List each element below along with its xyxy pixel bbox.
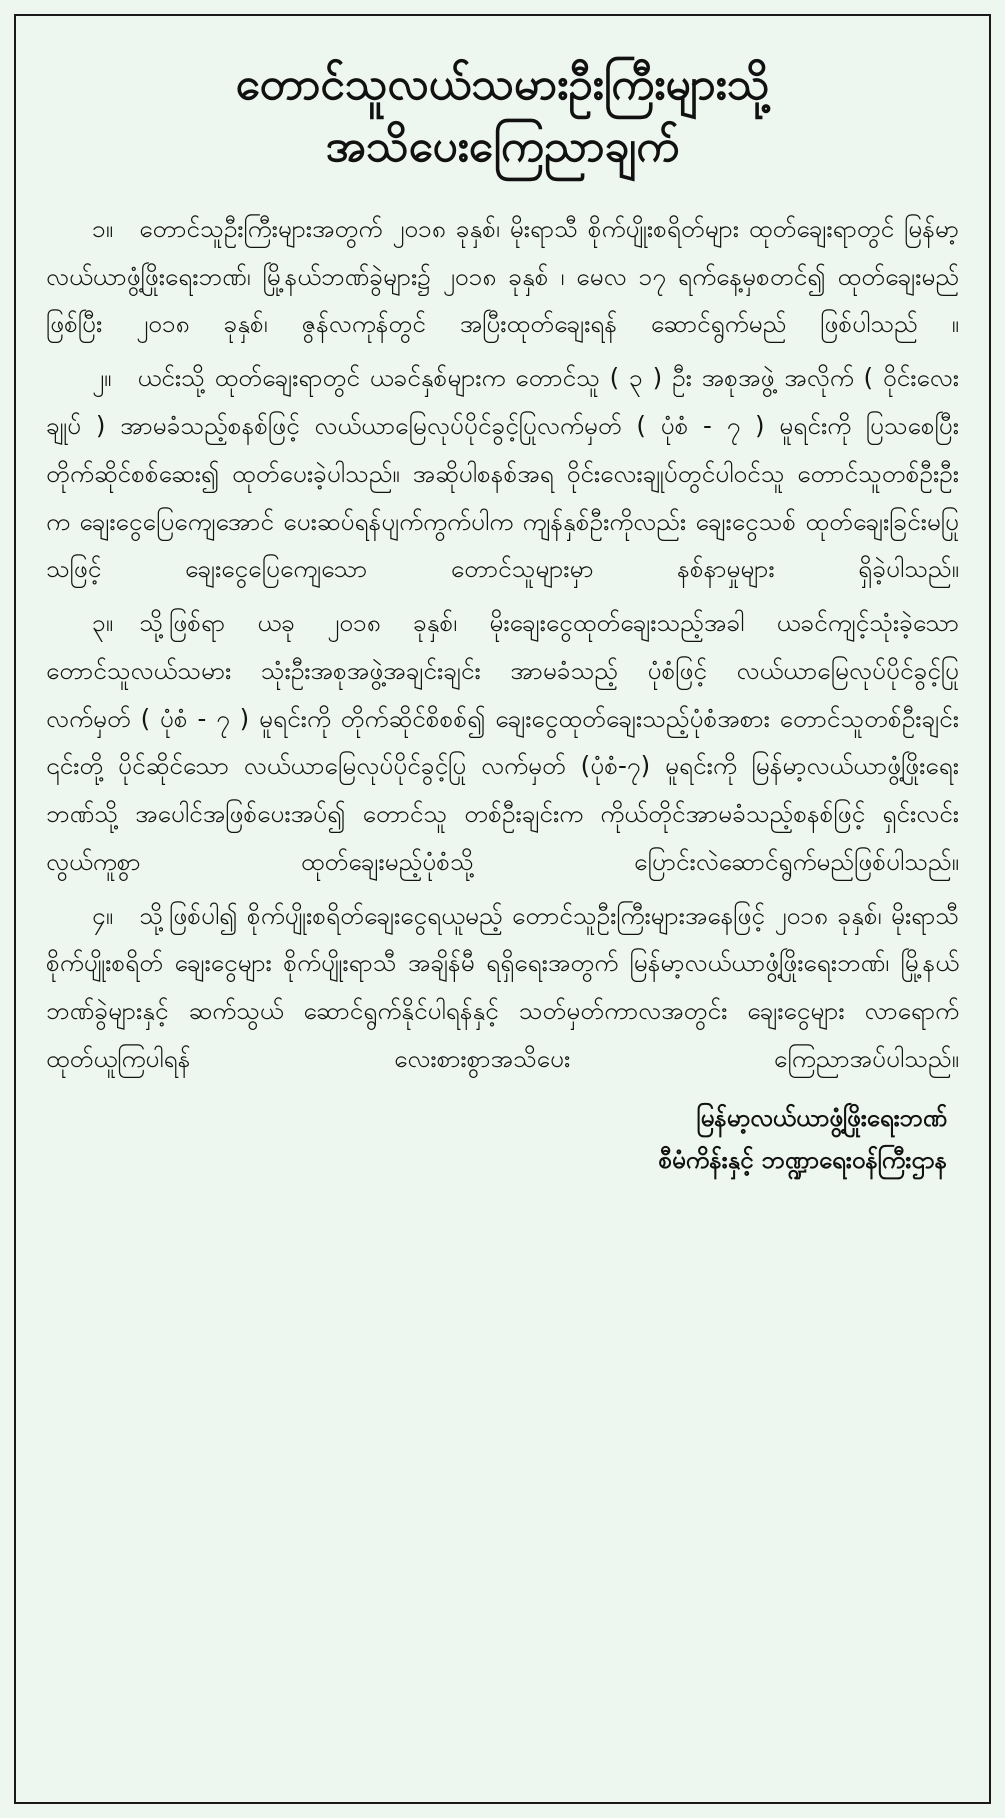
signature-block — [46, 1097, 959, 1181]
page-title — [46, 54, 959, 179]
paragraph-1 — [46, 205, 959, 348]
headline-line-2: အသိပေးကြေညာချက် — [325, 121, 680, 173]
paragraph-number: ၃။ — [92, 608, 114, 638]
signature-organization: မြန်မာ့လယ်ယာဖွံ့ဖြိုးရေးဘဏ် — [696, 1103, 947, 1132]
document-content — [46, 40, 959, 1788]
paragraph-text: တောင်သူဦးကြီးများအတွက် ၂၀၁၈ ခုနှစ်၊ မိုးရာသီ စိုက်ပျိုးစရိတ်များ ထုတ်ချေးရာတွင် မြန်မာ့လယ်ယာဖွံ့ဖြိုးရေးဘဏ်၊ မြို့နယ်ဘဏ်ခွဲများ၌ ၂၀၁၈ ခုနှစ် ၊ မေလ ၁၇ ရက်နေ့မှစတင်၍ ထုတ်ချေးမည်ဖြစ်ပြီး ၂၀၁၈ ခုနှစ်၊ ဇွန်လကုန်တွင် အပြီးထုတ်ချေးရန် ဆောင်ရွက်မည် ဖြစ်ပါသည် ။ — [46, 213, 959, 339]
paragraph-text: သို့ဖြစ်ပါ၍ စိုက်ပျိုးစရိတ်ချေးငွေရယူမည့် တောင်သူဦးကြီးများအနေဖြင့် ၂၀၁၈ ခုနှစ်၊ မိုးရာသီစိုက်ပျိုးစရိတ် ချေးငွေများ စိုက်ပျိုးရာသီ အချိန်မီ ရရှိရေးအတွက် မြန်မာ့လယ်ယာဖွံ့ဖြိုးရေးဘဏ်၊ မြို့နယ်ဘဏ်ခွဲများနှင့် ဆက်သွယ် ဆောင်ရွက်နိုင်ပါရန်နှင့် သတ်မှတ်ကာလအတွင်း ချေးငွေများ လာရောက် ထုတ်ယူကြပါရန် လေးစားစွာအသိပေး ကြေညာအပ်ပါသည်။ — [46, 900, 959, 1073]
paragraph-text: သို့ဖြစ်ရာ ယခု ၂၀၁၈ ခုနှစ်၊ မိုးချေးငွေထုတ်ချေးသည့်အခါ ယခင်ကျင့်သုံးခဲ့သော တောင်သူလယ်သမား သုံးဦးအစုအဖွဲ့အချင်းချင်း အာမခံသည့် ပုံစံဖြင့် လယ်ယာမြေလုပ်ပိုင်ခွင့်ပြုလက်မှတ် ( ပုံစံ - ၇ ) မူရင်းကို တိုက်ဆိုင်စိစစ်၍ ချေးငွေထုတ်ချေးသည့်ပုံစံအစား တောင်သူတစ်ဦးချင်း ၎င်းတို့ ပိုင်ဆိုင်သော လယ်ယာမြေလုပ်ပိုင်ခွင့်ပြု လက်မှတ် (ပုံစံ-၇) မူရင်းကို မြန်မာ့လယ်ယာဖွံ့ဖြိုးရေးဘဏ်သို့ အပေါင်အဖြစ်ပေးအပ်၍ တောင်သူ တစ်ဦးချင်းက ကိုယ်တိုင်အာမခံသည့်စနစ်ဖြင့် ရှင်းလင်းလွယ်ကူစွာ ထုတ်ချေးမည့်ပုံစံသို့ ပြောင်းလဲဆောင်ရွက်မည်ဖြစ်ပါသည်။ — [46, 608, 959, 876]
paragraph-3 — [46, 599, 959, 886]
paragraph-text: ယင်းသို့ ထုတ်ချေးရာတွင် ယခင်နှစ်များက တောင်သူ ( ၃ ) ဦး အစုအဖွဲ့ အလိုက် ( ဝိုင်းလေးချုပ် ) အာမခံသည့်စနစ်ဖြင့် လယ်ယာမြေလုပ်ပိုင်ခွင့်ပြုလက်မှတ် ( ပုံစံ - ၇ ) မူရင်းကို ပြသစေပြီး တိုက်ဆိုင်စစ်ဆေး၍ ထုတ်ပေးခဲ့ပါသည်။ အဆိုပါစနစ်အရ ဝိုင်းလေးချုပ်တွင်ပါဝင်သူ တောင်သူတစ်ဦးဦးက ချေးငွေပြေကျေအောင် ပေးဆပ်ရန်ပျက်ကွက်ပါက ကျန်နှစ်ဦးကိုလည်း ချေးငွေသစ် ထုတ်ချေးခြင်းမပြုသဖြင့် ချေးငွေပြေကျေသော တောင်သူများမှာ နစ်နာမှုများ ရှိခဲ့ပါသည်။ — [46, 363, 959, 584]
paragraph-4 — [46, 892, 959, 1083]
paragraph-number: ၄။ — [92, 900, 114, 930]
paragraph-2 — [46, 354, 959, 593]
paragraph-number: ၂။ — [92, 363, 112, 393]
signature-ministry: စီမံကိန်းနှင့် ဘဏ္ဍာရေးဝန်ကြီးဌာန — [658, 1145, 947, 1174]
headline-line-1: တောင်သူလယ်သမားဦးကြီးများသို့ — [235, 59, 770, 110]
paragraph-number: ၁။ — [92, 213, 114, 243]
